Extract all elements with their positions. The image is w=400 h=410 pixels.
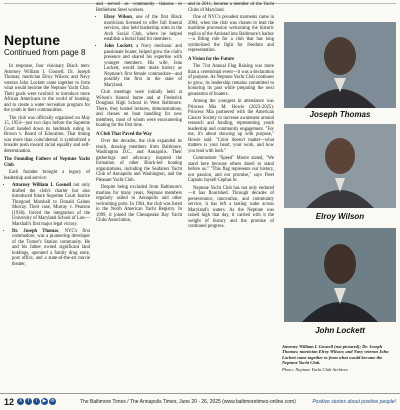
list-item: • Elroy Wilson, one of the first Black morticians licensed to offer full funeral services, also held leadership roles in the Arch Social Club, where he helped establish a burial fund for members.	[104, 15, 182, 43]
article-title: Neptune	[4, 32, 60, 48]
linkedin-icon[interactable]: in	[50, 398, 55, 404]
photo-credit: Photo: Neptune Yacht Club Archives	[282, 366, 348, 372]
column-3: and in 2011, became a member of the Yacht Clubs of Maryland. One of NYC's proudest moments came in 2004, when the club was chosen to lead the maritime procession welcoming the historic replica of the Amistad into Baltimore's harbor—a fitting role for a club that has long symbolized the fight for freedom and representation. A Vision for the Future The 71st Annual Flag Raising was more than a ceremonial event—it was a declaration of purpose. As Neptune Yacht Club continues to grow, its leadership remains committed to honoring its past while preparing the next generation of boaters. Among the youngest in attendance was Princess Mia M. Howie (2023-2025). Princess Mia partnered with the American Cancer Society to increase awareness around research and funding, representing youth leadership and community engagement. "For me, it's about showing up with purpose," Howie said. "Color doesn't matter—what matters is your heart, your work, and how you lead with both." Commodore "Speed" Moore stated, "We stand here because others dared to stand before us." "This flag represents our history, our passion, and our promise," says Fleet Captain Jaysell Cephas Sr. Neptune Yacht Club has not only endured—it has flourished. Through decades of perseverance, innovation, and community service, it has left a lasting wake across Maryland's waters. As the Neptune was raised high that day, it carried with it the weight of history and the promise of continued progress.	[188, 2, 274, 229]
photo-label: Joseph Thomas	[309, 110, 371, 119]
photo-joseph-thomas	[284, 22, 396, 108]
social-icons	[17, 398, 56, 405]
page-footer	[0, 393, 400, 410]
founders-list	[4, 183, 90, 267]
publication-info: The Baltimore Times / The Annapolis Times, June 20 - 26, 2025 (www.baltimoretimes-online.com)	[80, 399, 296, 405]
section-heading: A Club That Paved the Way	[96, 131, 152, 137]
continued-from: Continued from page 8	[4, 48, 86, 57]
photo-caption: Attorney William I. Gosnell (not pictured); Dr. Joseph Thomas; mortician Elroy Wilson; and Navy veteran John Lockett came together to form what would become the Neptune Yacht Club. Photo: Neptune Yacht Club Archives	[282, 344, 396, 372]
section-heading: A Vision for the Future	[188, 56, 235, 62]
youtube-icon[interactable]: ▶	[42, 398, 47, 404]
founders-list-cont	[96, 15, 182, 88]
list-item: • Attorney William I. Gosnell not only drafted the club's charter but also introduced future Supreme Court Justice Thurgood Marshall to Donald Gaines Murray. Their case, Murray v. Pearson (1936), forced the integration of the University of Maryland School of Law—Marshall's first major legal victory.	[12, 183, 90, 227]
page-number: 12	[4, 397, 15, 407]
photo-john-lockett	[284, 228, 396, 322]
section-heading: The Founding Fathers of Neptune Yacht Club	[4, 157, 90, 168]
list-item: • Dr. Joseph Thomas, NYC's first commodore, was a pioneering developer of the Turner's Station community. He and his father owned significant land holdings, operated a family drug store, post office, and a state-of-the-art movie theater,	[12, 229, 90, 268]
column-1: In response, four visionary Black men: Attorney William I. Gosnell; Dr. Joseph Thomas; mortician Elroy Wilson; and Navy veteran John Lockett came together to form what would become the Neptune Yacht Club. Their goals were twofold: to introduce more African Americans to the world of boating, and to create a water recreation program for the youth in their communities. The club was officially organized on May 15, 1954—just two days before the Supreme Court handed down its landmark ruling in Brown v. Board of Education. That timing was more than coincidental; it symbolized a broader push toward racial equality and self-determination. The Founding Fathers of Neptune Yacht Club Each founder brought a legacy of leadership and service: • Attorney William I. Gosnell not only drafted the club's charter but also introduced future Supreme Court Justice Thurgood Marshall to Donald Gaines Murray. Their case, Murray v. Pearson (1936), forced the integration of the University of Maryland School of Law—Marshall's first major legal victory. • Dr. Joseph Thomas, NYC's first commodore, was a pioneering developer of the Turner's Station community. He and his father owned significant land holdings, operated a family drug store, post office, and a state-of-the-art movie theater,	[4, 64, 90, 269]
portrait-image	[284, 22, 396, 108]
x-icon[interactable]: X	[18, 398, 23, 404]
portrait-image	[284, 228, 396, 322]
portrait-image	[284, 124, 396, 208]
photo-elroy-wilson	[284, 124, 396, 208]
tagline: Positive stories about positive people!	[312, 399, 396, 405]
list-item: • John Lockett, a Navy mechanic and passionate boater, helped grow the club's presence and shared his expertise with younger members. His wife, Jean Lockett, would later make history as Neptune's first female commodore—and possibly the first in the state of Maryland.	[104, 44, 182, 88]
column-2: and served as community liaisons to Bethlehem Steel workers. • Elroy Wilson, one of the first Black morticians licensed to offer full funeral services, also held leadership roles in the Arch Social Club, where he helped establish a burial fund for members. • John Lockett, a Navy mechanic and passionate boater, helped grow the club's presence and shared his expertise with younger members. His wife, Jean Lockett, would later make history as Neptune's first female commodore—and possibly the first in the state of Maryland. Club meetings were initially held at Wilson's funeral home and at Frederick Douglass High School in West Baltimore. There, they hosted lectures, demonstrations, and classes on boat handling for new members, most of whom were encountering boating for the first time. A Club That Paved the Way Over the decades, the club expanded its reach, drawing members from Baltimore, Washington D.C., and Annapolis. Their gatherings and advocacy inspired the formation of other Black-led boating organizations, including the Seafarers Yacht Club of Annapolis and Washington, and the Pleasant Yacht Club. Despite being excluded from Baltimore's marinas for many years, Neptune members regularly sailed to Annapolis and other welcoming ports. In 1964, the club was listed in the North American Yacht Registry. In 1999, it joined the Chesapeake Bay Yacht Clubs Association,	[96, 2, 182, 226]
instagram-icon[interactable]: i	[33, 398, 40, 405]
facebook-icon[interactable]: f	[25, 398, 32, 405]
photo-label: Elroy Wilson	[315, 212, 365, 221]
photo-label: John Lockett	[315, 326, 365, 335]
